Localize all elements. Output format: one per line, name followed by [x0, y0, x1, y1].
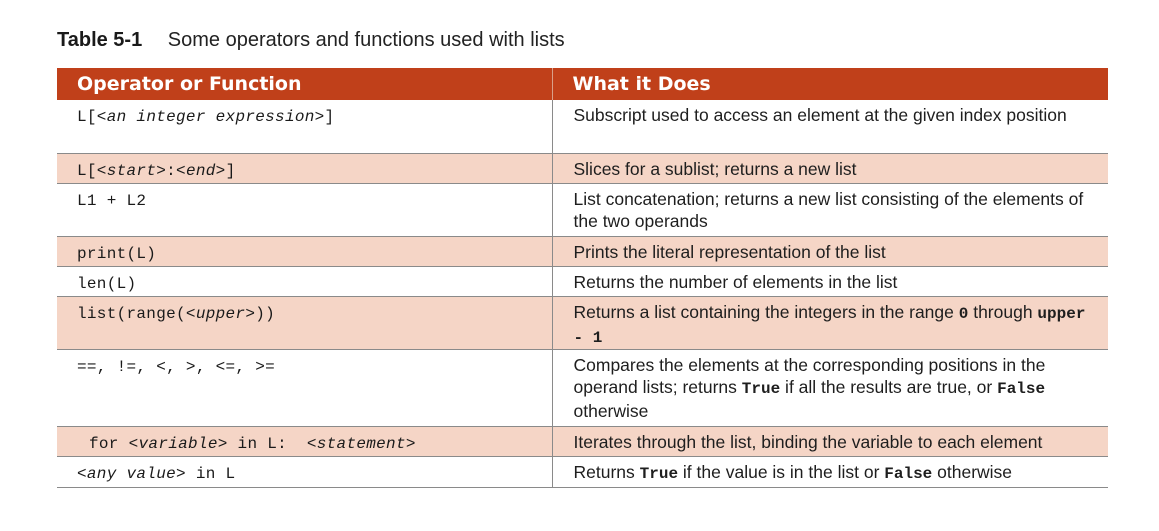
cell-text: >)) — [245, 304, 276, 323]
inline-code: upper - 1 — [573, 304, 1086, 347]
table-title: Some operators and functions used with lists — [167, 29, 565, 51]
table-header-row — [57, 68, 1108, 100]
cell-text: Returns — [573, 461, 640, 482]
description-cell — [552, 266, 1108, 296]
inline-code: False — [997, 379, 1046, 398]
cell-text: List concatenation; returns a new list consisting of the elements of the two operands — [573, 188, 1084, 231]
placeholder-text: an integer expression — [106, 108, 315, 126]
table-caption — [57, 29, 565, 52]
cell-text: Iterates through the list, binding the variable to each element — [573, 431, 1043, 452]
description-cell — [552, 153, 1108, 183]
cell-text: Slices for a sublist; returns a new list — [573, 158, 857, 179]
cell-text: len(L) — [77, 274, 137, 293]
cell-text: L[< — [77, 108, 107, 126]
table-row — [57, 100, 1108, 153]
operator-cell — [57, 236, 552, 266]
description-cell — [552, 296, 1108, 349]
cell-text: > in L — [176, 464, 236, 483]
description-cell — [552, 183, 1108, 236]
placeholder-text: start — [106, 161, 157, 180]
cell-text: >] — [314, 108, 335, 126]
cell-text: L1 + L2 — [77, 191, 147, 210]
cell-text: Subscript used to access an element at the given index position — [573, 105, 1067, 125]
cell-text: Compares the elements at the corresponding positions in the operand lists; returns — [573, 354, 1046, 397]
operator-cell — [57, 296, 552, 349]
table-row — [57, 426, 1108, 456]
placeholder-text: any value — [86, 464, 177, 483]
table-row — [57, 296, 1108, 349]
placeholder-text: variable — [138, 434, 218, 453]
cell-text: >] — [215, 161, 236, 180]
cell-text: through — [968, 301, 1038, 322]
operator-cell — [57, 426, 552, 456]
table-row — [57, 266, 1108, 296]
cell-text: print(L) — [77, 244, 157, 263]
table-row — [57, 349, 1108, 426]
operator-cell — [57, 456, 552, 487]
cell-text: list(range(< — [77, 304, 196, 323]
description-cell — [552, 100, 1108, 153]
cell-text: L[< — [77, 161, 107, 180]
description-cell — [552, 456, 1108, 487]
cell-text: >:< — [156, 161, 186, 180]
table-row — [57, 236, 1108, 266]
description-cell — [552, 426, 1108, 456]
inline-code: True — [741, 379, 781, 398]
inline-code: 0 — [958, 304, 969, 323]
table-row — [57, 456, 1108, 487]
column-header-description: What it Does — [552, 68, 1108, 100]
operator-cell — [57, 100, 552, 153]
operators-table — [57, 68, 1108, 488]
inline-code: True — [639, 464, 679, 483]
operator-cell — [57, 153, 552, 183]
description-cell — [552, 236, 1108, 266]
placeholder-text: end — [185, 161, 216, 180]
column-header-operator: Operator or Function — [57, 68, 552, 100]
operator-cell — [57, 349, 552, 426]
cell-text: < — [77, 464, 87, 483]
table-row — [57, 153, 1108, 183]
table-number: Table 5-1 — [57, 29, 143, 51]
cell-text: Returns the number of elements in the list — [573, 271, 898, 292]
operator-cell — [57, 183, 552, 236]
cell-text: if all the results are true, or — [780, 376, 998, 397]
operator-cell — [57, 266, 552, 296]
cell-text: for < — [89, 434, 139, 453]
cell-text: > in L: < — [217, 434, 317, 453]
cell-text: > — [405, 434, 416, 453]
cell-text: otherwise — [932, 461, 1013, 482]
inline-code: False — [884, 464, 933, 483]
table-row — [57, 183, 1108, 236]
cell-text: Prints the literal representation of the list — [573, 241, 886, 262]
placeholder-text: statement — [316, 434, 406, 453]
cell-text: ==, !=, <, >, <=, >= — [77, 357, 276, 376]
cell-text: otherwise — [573, 400, 649, 421]
cell-text: Returns a list containing the integers in the range — [573, 301, 959, 322]
cell-text: if the value is in the list or — [678, 461, 885, 482]
placeholder-text: upper — [195, 304, 246, 323]
description-cell — [552, 349, 1108, 426]
